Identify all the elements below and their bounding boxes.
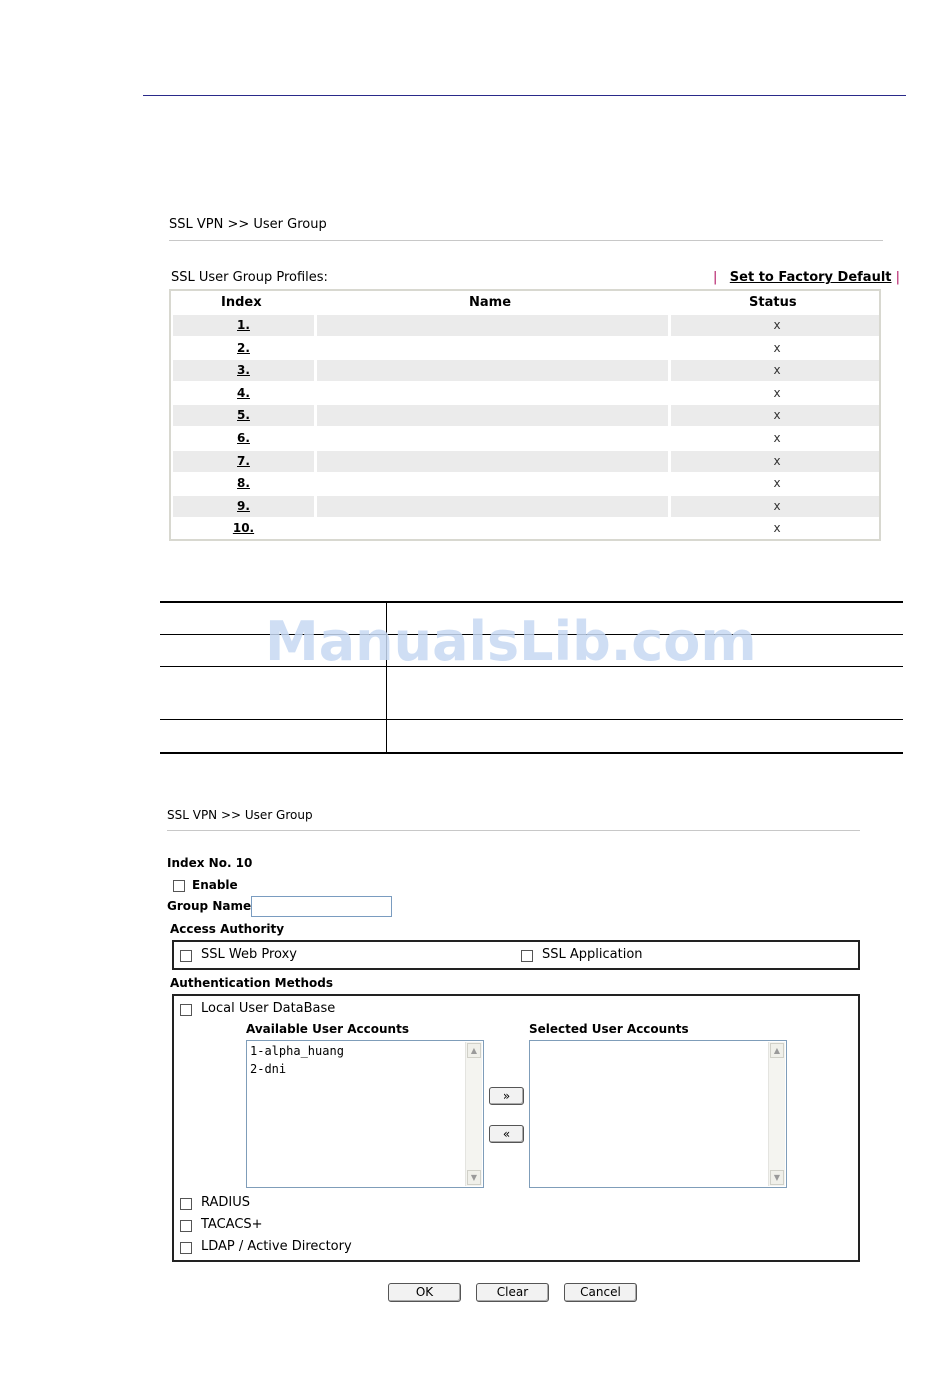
selected-accounts-label: Selected User Accounts [529,1022,689,1036]
table-row [173,428,879,449]
table-row [173,405,879,426]
profile-index-link[interactable]: 5. [237,408,250,423]
name-cell [317,428,668,449]
name-cell [317,405,668,426]
scrollbar[interactable] [465,1042,482,1186]
table-row [173,383,879,404]
profile-status: x [773,431,781,445]
enable-label: Enable [192,878,238,892]
local-user-db-checkbox[interactable] [180,1001,192,1020]
page-top-rule [143,95,906,96]
name-cell [317,315,668,336]
profile-status: x [773,385,781,400]
table-divider [160,719,903,720]
scroll-down-icon[interactable]: ▼ [770,1170,784,1185]
ldap-checkbox[interactable] [180,1239,192,1258]
table-bottom-border [160,752,903,754]
name-cell [317,360,668,381]
breadcrumb-divider [167,830,860,831]
ok-button[interactable]: OK [388,1283,461,1302]
authentication-methods-label: Authentication Methods [170,976,334,990]
profile-index-link[interactable]: 1. [237,318,250,332]
radius-label: RADIUS [201,1195,251,1210]
profile-status: x [773,318,781,332]
profile-status: x [773,363,781,378]
breadcrumb-divider [169,240,883,241]
enable-checkbox[interactable] [173,877,185,896]
tacacs-checkbox[interactable] [180,1217,192,1236]
scroll-up-icon[interactable]: ▲ [467,1043,481,1058]
move-left-button[interactable]: « [489,1125,524,1143]
table-row [173,518,879,539]
table-row [173,360,879,381]
ssl-web-proxy-checkbox[interactable] [180,947,192,966]
move-right-button[interactable]: » [489,1087,524,1105]
factory-default-area [713,270,900,285]
profile-index-link[interactable]: 4. [237,385,250,400]
ldap-label: LDAP / Active Directory [201,1239,352,1254]
selected-accounts-list[interactable] [529,1040,787,1188]
name-cell [317,451,668,472]
available-accounts-list[interactable] [246,1040,484,1188]
available-accounts-label: Available User Accounts [246,1022,409,1036]
column-header-name: Name [469,295,512,310]
ssl-application-label: SSL Application [542,947,643,962]
profile-index-link[interactable]: 7. [237,453,250,468]
scroll-up-icon[interactable]: ▲ [770,1043,784,1058]
user-group-profiles-table [169,289,881,541]
profile-index-link[interactable]: 10. [232,521,255,536]
name-cell [317,518,668,539]
column-header-status: Status [749,295,797,310]
profile-status: x [773,453,781,468]
column-header-index: Index [221,295,262,310]
name-cell [317,496,668,517]
list-item[interactable]: 2-dni [250,1062,287,1076]
access-authority-label: Access Authority [170,922,285,936]
profile-index-link[interactable]: 9. [237,498,250,513]
breadcrumb: SSL VPN >> User Group [167,808,313,822]
profile-index-link[interactable]: 3. [237,363,250,378]
radius-checkbox[interactable] [180,1195,192,1214]
profile-index-link[interactable]: 2. [237,340,250,355]
clear-button[interactable]: Clear [476,1283,549,1302]
profiles-title: SSL User Group Profiles: [171,270,328,285]
ssl-web-proxy-label: SSL Web Proxy [201,947,297,962]
profile-status: x [773,408,781,423]
profile-status: x [773,340,781,355]
table-row [173,473,879,494]
separator: | [895,270,901,285]
profile-status: x [773,498,781,513]
name-cell [317,473,668,494]
cancel-button[interactable]: Cancel [564,1283,637,1302]
group-name-label: Group Name [167,899,252,913]
set-factory-default-link[interactable]: Set to Factory Default [729,270,892,285]
ssl-application-checkbox[interactable] [521,947,533,966]
profile-index-link[interactable]: 6. [237,431,250,445]
profile-index-link[interactable]: 8. [237,476,250,491]
list-item[interactable]: 1-alpha_huang [250,1044,344,1058]
breadcrumb: SSL VPN >> User Group [169,217,327,232]
index-number: Index No. 10 [167,856,253,870]
group-name-input[interactable] [251,896,392,917]
scrollbar[interactable] [768,1042,785,1186]
table-row [173,315,879,336]
scroll-down-icon[interactable]: ▼ [467,1170,481,1185]
tacacs-label: TACACS+ [201,1217,263,1232]
name-cell [317,338,668,359]
table-row [173,451,879,472]
local-user-db-label: Local User DataBase [201,1001,336,1016]
profile-status: x [773,476,781,491]
name-cell [317,383,668,404]
table-row [173,338,879,359]
table-top-border [160,601,903,603]
watermark: ManualsLib.com [265,610,757,673]
profile-status: x [773,521,781,536]
table-row [173,496,879,517]
separator: | [713,270,718,285]
